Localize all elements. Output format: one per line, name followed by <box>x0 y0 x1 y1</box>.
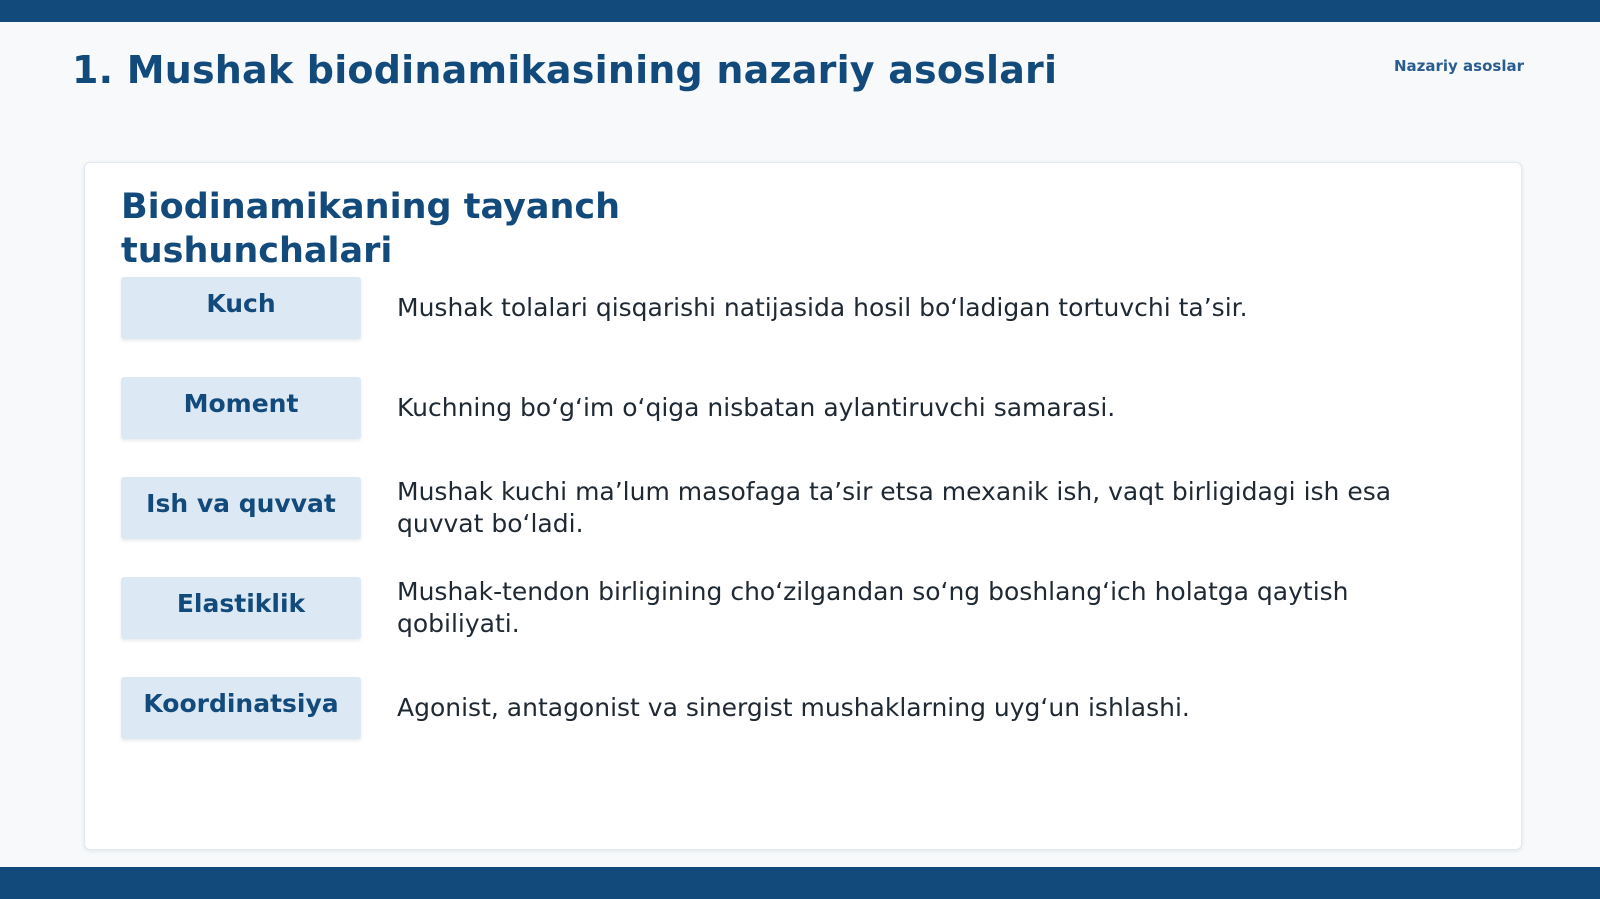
term-description: Agonist, antagonist va sinergist mushaklarning uyg‘un ishlashi. <box>397 693 1190 722</box>
term-row-kuch <box>121 277 1501 339</box>
term-label: Ish va quvvat <box>121 477 361 539</box>
term-description: Kuchning bo‘g‘im o‘qiga nisbatan aylantiruvchi samarasi. <box>397 393 1116 422</box>
term-label: Elastiklik <box>121 577 361 639</box>
term-row-moment <box>121 377 1501 439</box>
term-row-koordinatsiya <box>121 677 1501 739</box>
term-row-elastiklik <box>121 577 1501 639</box>
term-description: Mushak kuchi ma’lum masofaga ta’sir etsa mexanik ish, vaqt birligidagi ish esa quvvat bo‘ladi. <box>397 477 1392 538</box>
bottom-bar <box>0 867 1600 899</box>
term-description: Mushak-tendon birligining cho‘zilgandan so‘ng boshlang‘ich holatga qaytish qobiliyati. <box>397 577 1349 638</box>
term-label: Koordinatsiya <box>121 677 361 739</box>
term-label: Moment <box>121 377 361 439</box>
section-tag: Nazariy asoslar <box>1393 57 1524 75</box>
term-row-ish-va-quvvat <box>121 477 1501 539</box>
card-title: Biodinamikaning tayanch tushunchalari <box>121 187 621 271</box>
term-label: Kuch <box>121 277 361 339</box>
term-description: Mushak tolalari qisqarishi natijasida hosil bo‘ladigan tortuvchi ta’sir. <box>397 293 1248 322</box>
page-title: 1. Mushak biodinamikasining nazariy asoslari <box>72 48 1058 92</box>
top-bar <box>0 0 1600 22</box>
concepts-card <box>84 162 1522 850</box>
